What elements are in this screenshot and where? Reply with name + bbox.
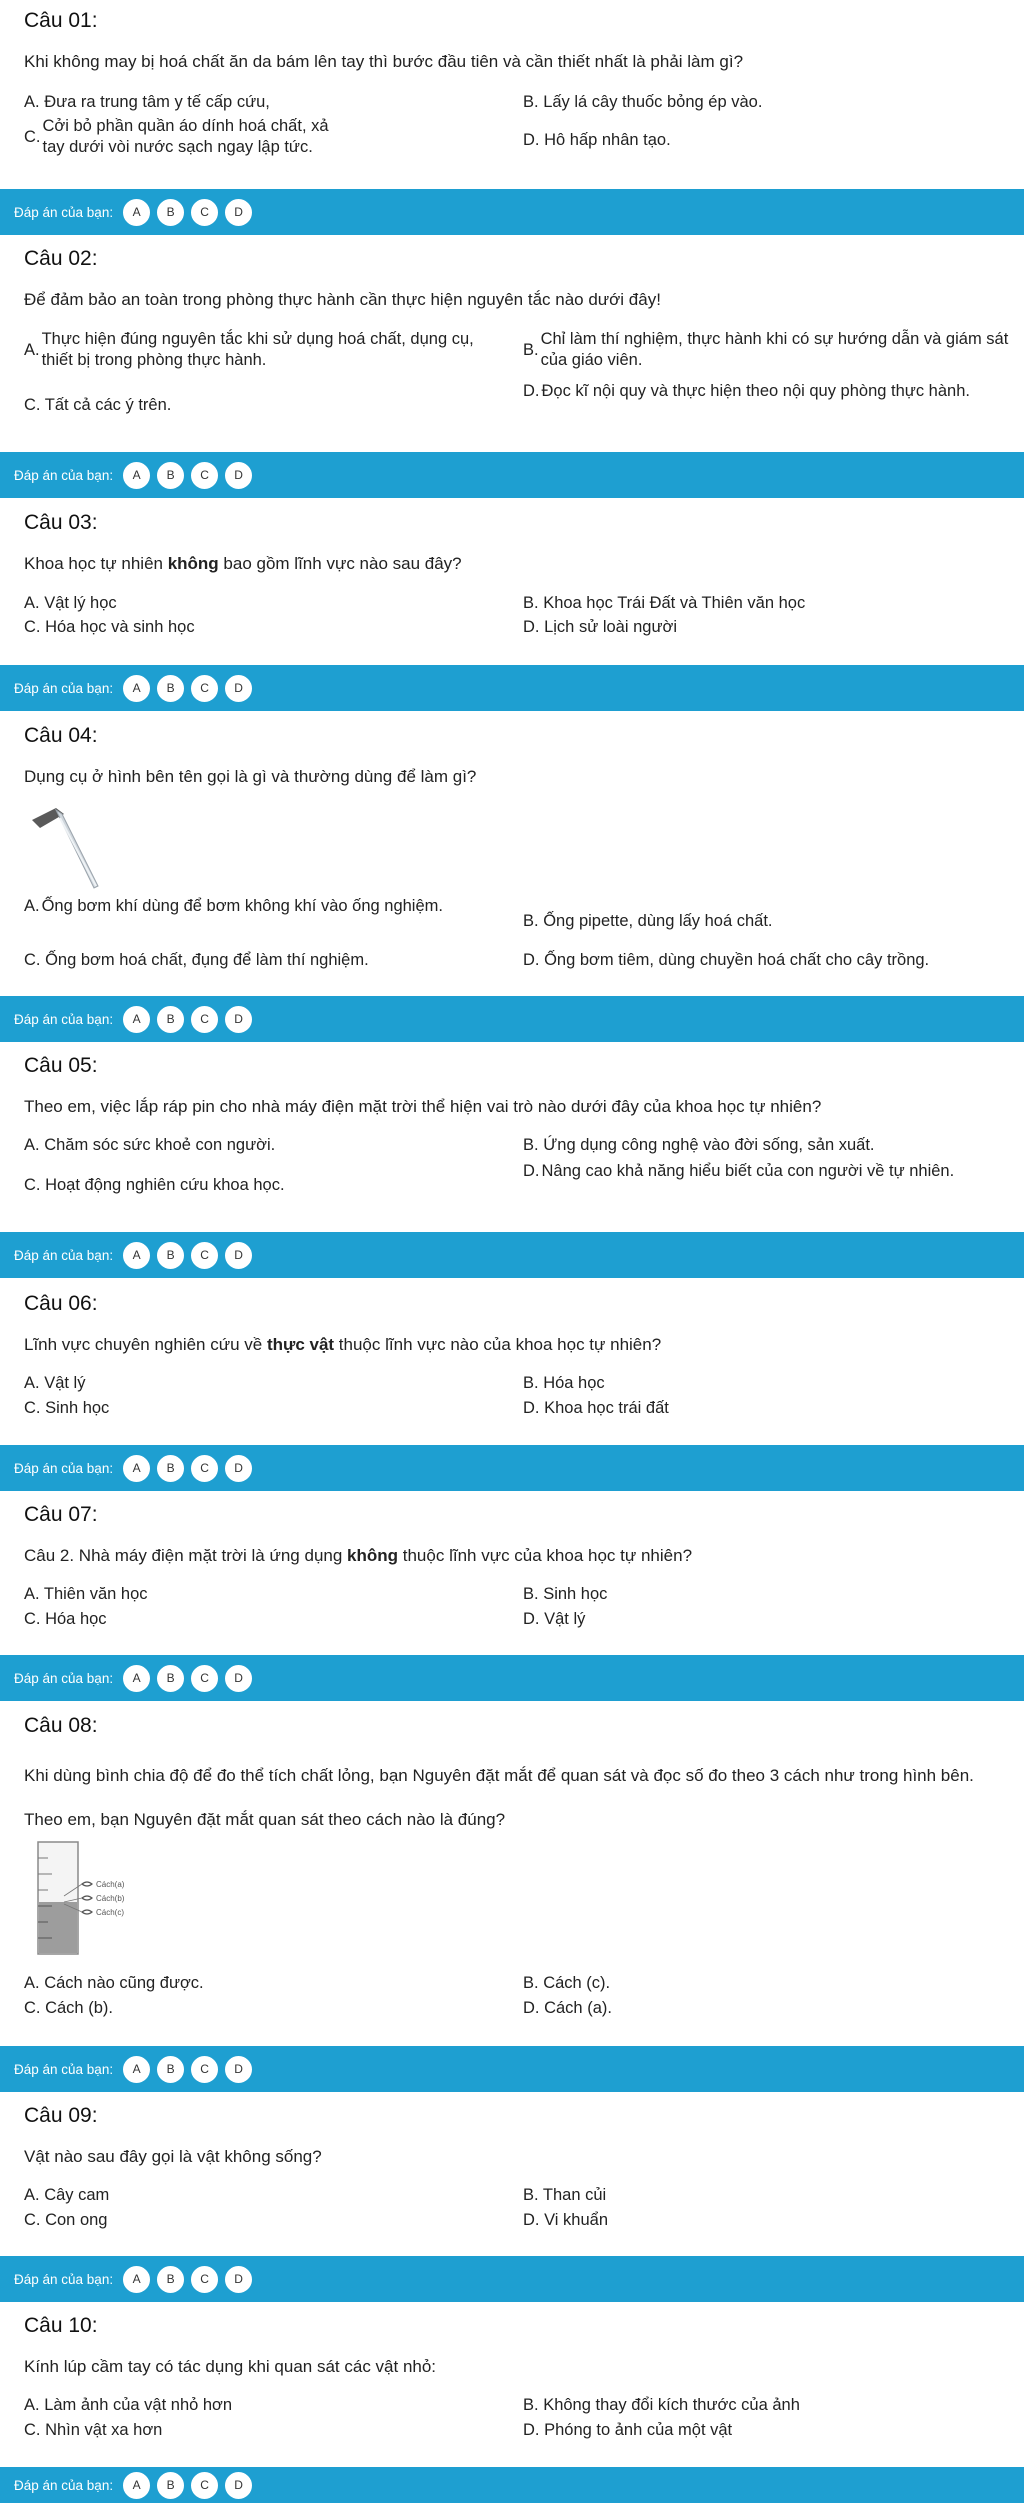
choice-b-button[interactable]: B — [157, 1665, 184, 1692]
answer-label: Đáp án của bạn: — [14, 1011, 114, 1027]
option-text: Cách (c). — [543, 1974, 611, 1992]
choice-d-button[interactable]: D — [225, 199, 252, 226]
option-text: Sinh học — [45, 1399, 110, 1417]
option-label: D. — [523, 1999, 540, 2017]
option-text: Không thay đổi kích thước của ảnh — [543, 2396, 800, 2414]
choice-a-button[interactable]: A — [123, 1455, 150, 1482]
figure-label-a: Cách(a) — [96, 1880, 125, 1889]
choice-d-button[interactable]: D — [225, 2472, 252, 2499]
text-part: Câu 2. Nhà máy điện mặt trời là ứng dụng — [24, 1546, 348, 1565]
option-text: Cởi bỏ phần quần áo dính hoá chất, xả tay dưới vòi nước sạch ngay lập tức. — [42, 117, 329, 156]
option-label: A. — [24, 1585, 40, 1603]
question-9-option-c[interactable] — [24, 2210, 107, 2231]
option-text: Cách (b). — [45, 1999, 113, 2017]
option-text: Nhìn vật xa hơn — [45, 2421, 163, 2439]
choice-a-button[interactable]: A — [123, 675, 150, 702]
text-part: bao gồm lĩnh vực nào sau đây? — [218, 554, 462, 573]
question-6-title: Câu 06: — [24, 1292, 98, 1315]
question-7-option-b[interactable] — [523, 1584, 607, 1605]
answer-bar-3 — [0, 665, 1024, 711]
option-label: D. — [523, 1162, 540, 1180]
option-label: A. — [24, 897, 40, 915]
option-text: Than củi — [542, 2186, 607, 2204]
choice-d-button[interactable]: D — [225, 675, 252, 702]
question-10-title: Câu 10: — [24, 2314, 98, 2337]
option-text: Phóng to ảnh của một vật — [544, 2421, 733, 2439]
question-4-option-b[interactable] — [523, 911, 773, 932]
question-5-option-a[interactable] — [24, 1135, 275, 1156]
text-emphasis: thực vật — [266, 1335, 335, 1354]
option-label: C. — [24, 2421, 41, 2439]
question-9-title: Câu 09: — [24, 2104, 98, 2127]
choice-b-button[interactable]: B — [157, 1242, 184, 1269]
option-text: Vật lý — [44, 1374, 86, 1392]
text-emphasis: không — [347, 1546, 399, 1565]
option-text: Cách nào cũng được. — [44, 1974, 204, 1992]
answer-label: Đáp án của bạn: — [14, 2271, 114, 2287]
option-label: A. — [24, 340, 40, 359]
option-label: A. — [24, 2186, 40, 2204]
figure-label-b: Cách(b) — [96, 1894, 125, 1903]
option-label: D. — [523, 2421, 540, 2439]
option-label: C. — [24, 1999, 41, 2017]
option-text: Hóa học — [543, 1374, 605, 1392]
question-7-text — [24, 1544, 1006, 1568]
answer-label: Đáp án của bạn: — [14, 2477, 114, 2493]
graduated-cylinder-image — [24, 1838, 144, 1958]
question-6-option-d[interactable] — [523, 1398, 669, 1419]
choice-d-button[interactable]: D — [225, 1006, 252, 1033]
question-6-text — [24, 1333, 1006, 1357]
option-text: Ứng dụng công nghệ vào đời sống, sản xuất. — [543, 1136, 875, 1154]
option-text: Làm ảnh của vật nhỏ hơn — [44, 2396, 233, 2414]
choice-a-button[interactable]: A — [123, 1006, 150, 1033]
option-label: C. — [24, 2211, 41, 2229]
choice-a-button[interactable]: A — [123, 199, 150, 226]
answer-bar-8 — [0, 2046, 1024, 2092]
question-6-option-c[interactable] — [24, 1398, 109, 1419]
text-part: thuộc lĩnh vực nào của khoa học tự nhiên? — [334, 1335, 662, 1354]
question-3-option-a[interactable] — [24, 593, 117, 614]
question-9-option-d[interactable] — [523, 2210, 608, 2231]
choice-d-button[interactable]: D — [225, 1242, 252, 1269]
question-10-option-a[interactable] — [24, 2395, 232, 2416]
question-8-option-b[interactable] — [523, 1973, 610, 1994]
choice-d-button[interactable]: D — [225, 2266, 252, 2293]
question-5-title: Câu 05: — [24, 1054, 98, 1077]
option-text: Ống bơm tiêm, dùng chuyền hoá chất cho cây trồng. — [544, 951, 930, 969]
answer-bar-2 — [0, 452, 1024, 498]
question-4-text: Dụng cụ ở hình bên tên gọi là gì và thường dùng để làm gì? — [24, 767, 477, 786]
question-10-option-c[interactable] — [24, 2420, 162, 2441]
option-text: Sinh học — [543, 1585, 608, 1603]
option-text: Cách (a). — [544, 1999, 612, 2017]
question-7-option-a[interactable] — [24, 1584, 148, 1605]
option-label: B. — [523, 340, 539, 359]
option-label: B. — [523, 594, 539, 612]
option-text: Ống pipette, dùng lấy hoá chất. — [543, 912, 773, 930]
option-label: D. — [523, 2211, 540, 2229]
question-8-text: Khi dùng bình chia độ để đo thể tích chất lỏng, bạn Nguyên đặt mắt để quan sát và đọc số đo theo 3 cách như trong hình bên. Theo em, bạn Nguyên đặt mắt quan sát theo cách nào là đúng? — [24, 1766, 974, 1829]
option-label: A. — [24, 1374, 40, 1392]
question-4-option-c[interactable] — [24, 950, 369, 971]
answer-bar-7 — [0, 1655, 1024, 1701]
question-1-option-c[interactable] — [24, 116, 494, 158]
option-label: A. — [24, 594, 40, 612]
option-label: D. — [523, 618, 540, 636]
option-text: Cây cam — [44, 2186, 110, 2204]
option-text: Khoa học Trái Đất và Thiên văn học — [543, 594, 806, 612]
option-label: D. — [523, 951, 540, 969]
question-8-title: Câu 08: — [24, 1714, 98, 1737]
text-part: Lĩnh vực chuyên nghiên cứu về — [24, 1335, 267, 1354]
option-text: Ống bơm hoá chất, đụng để làm thí nghiệm. — [45, 951, 369, 969]
question-2-title: Câu 02: — [24, 247, 98, 270]
question-5-option-c[interactable] — [24, 1175, 285, 1196]
option-label: D. — [523, 131, 540, 149]
option-text: Thực hiện đúng nguyên tắc khi sử dụng hoá chất, dụng cụ, thiết bị trong phòng thực hành. — [41, 330, 474, 369]
choice-c-button[interactable]: C — [191, 1665, 218, 1692]
question-1-title: Câu 01: — [24, 9, 98, 32]
option-text: Con ong — [45, 2211, 108, 2229]
answer-label: Đáp án của bạn: — [14, 204, 114, 220]
choice-c-button[interactable]: C — [191, 1242, 218, 1269]
choice-c-button[interactable]: C — [191, 199, 218, 226]
text-part: Khoa học tự nhiên — [24, 554, 168, 573]
answer-bar-4 — [0, 996, 1024, 1042]
option-text: Tất cả các ý trên. — [44, 396, 172, 414]
option-label: B. — [523, 1974, 539, 1992]
question-2-option-b[interactable] — [523, 329, 1013, 371]
option-text: Lịch sử loài người — [544, 618, 677, 636]
question-8-option-a[interactable] — [24, 1973, 204, 1994]
choice-a-button[interactable]: A — [123, 1242, 150, 1269]
question-5-text: Theo em, việc lắp ráp pin cho nhà máy điện mặt trời thể hiện vai trò nào dưới đây của khoa học tự nhiên? — [24, 1097, 822, 1116]
option-label: B. — [523, 1585, 539, 1603]
answer-label: Đáp án của bạn: — [14, 2061, 114, 2077]
option-label: C. — [24, 1176, 41, 1194]
option-text: Thiên văn học — [43, 1585, 148, 1603]
question-9-option-a[interactable] — [24, 2185, 109, 2206]
option-text: Chăm sóc sức khoẻ con người. — [44, 1136, 276, 1154]
option-text: Hóa học — [45, 1610, 107, 1628]
choice-b-button[interactable]: B — [157, 462, 184, 489]
option-label: C. — [24, 127, 41, 146]
option-text: Đọc kĩ nội quy và thực hiện theo nội quy phòng thực hành. — [541, 382, 970, 400]
option-text: Vi khuẩn — [544, 2211, 609, 2229]
option-text: Khoa học trái đất — [544, 1399, 669, 1417]
answer-label: Đáp án của bạn: — [14, 680, 114, 696]
choice-b-button[interactable]: B — [157, 2472, 184, 2499]
answer-label: Đáp án của bạn: — [14, 1247, 114, 1263]
answer-label: Đáp án của bạn: — [14, 1670, 114, 1686]
question-9-option-b[interactable] — [523, 2185, 606, 2206]
question-3-option-c[interactable] — [24, 617, 195, 638]
option-text: Lấy lá cây thuốc bỏng ép vào. — [543, 93, 763, 111]
question-2-option-c[interactable] — [24, 395, 171, 416]
option-label: B. — [523, 1374, 539, 1392]
choice-d-button[interactable]: D — [225, 1665, 252, 1692]
question-7-option-d[interactable] — [523, 1609, 585, 1630]
option-label: A. — [24, 1974, 40, 1992]
choice-c-button[interactable]: C — [191, 1006, 218, 1033]
choice-c-button[interactable]: C — [191, 675, 218, 702]
choice-c-button[interactable]: C — [191, 2266, 218, 2293]
answer-bar-5 — [0, 1232, 1024, 1278]
text-emphasis: không — [167, 554, 219, 573]
question-7-option-c[interactable] — [24, 1609, 107, 1630]
option-text: Ống bơm khí dùng để bơm không khí vào ống nghiệm. — [41, 897, 443, 915]
choice-c-button[interactable]: C — [191, 1455, 218, 1482]
answer-label: Đáp án của bạn: — [14, 467, 114, 483]
choice-b-button[interactable]: B — [157, 2266, 184, 2293]
option-label: B. — [523, 2186, 539, 2204]
question-4-option-a[interactable] — [24, 896, 494, 917]
question-7-title: Câu 07: — [24, 1503, 98, 1526]
option-text: Nâng cao khả năng hiểu biết của con người về tự nhiên. — [541, 1162, 955, 1180]
choice-a-button[interactable]: A — [123, 462, 150, 489]
option-text: Vật lý học — [44, 594, 117, 612]
option-label: B. — [523, 2396, 539, 2414]
question-10-option-b[interactable] — [523, 2395, 800, 2416]
choice-c-button[interactable]: C — [191, 2472, 218, 2499]
option-label: A. — [24, 2396, 40, 2414]
question-5-option-b[interactable] — [523, 1135, 875, 1156]
question-3-title: Câu 03: — [24, 511, 98, 534]
question-1-text: Khi không may bị hoá chất ăn da bám lên tay thì bước đầu tiên và cần thiết nhất là phải làm gì? — [24, 52, 744, 71]
question-3-option-b[interactable] — [523, 593, 805, 614]
text-part: thuộc lĩnh vực của khoa học tự nhiên? — [398, 1546, 693, 1565]
question-8-option-d[interactable] — [523, 1998, 612, 2019]
option-label: D. — [523, 1399, 540, 1417]
option-label: C. — [24, 396, 41, 414]
question-1-option-d[interactable] — [523, 130, 671, 151]
question-10-text: Kính lúp cầm tay có tác dụng khi quan sát các vật nhỏ: — [24, 2357, 437, 2376]
option-label: C. — [24, 618, 41, 636]
answer-bar-1 — [0, 189, 1024, 235]
option-text: Chỉ làm thí nghiệm, thực hành khi có sự hướng dẫn và giám sát của giáo viên. — [540, 330, 1009, 369]
choice-b-button[interactable]: B — [157, 675, 184, 702]
choice-a-button[interactable]: A — [123, 2266, 150, 2293]
choice-a-button[interactable]: A — [123, 2472, 150, 2499]
pipette-image — [26, 800, 114, 890]
choice-b-button[interactable]: B — [157, 2056, 184, 2083]
option-label: D. — [523, 382, 540, 400]
question-4-title: Câu 04: — [24, 724, 98, 747]
answer-bar-10 — [0, 2467, 1024, 2503]
option-label: D. — [523, 1610, 540, 1628]
option-label: A. — [24, 93, 40, 111]
question-6-option-a[interactable] — [24, 1373, 85, 1394]
question-3-text — [24, 552, 1006, 576]
question-2-text: Để đảm bảo an toàn trong phòng thực hành cần thực hiện nguyên tắc nào dưới đây! — [24, 290, 661, 309]
option-label: B. — [523, 912, 539, 930]
question-8-option-c[interactable] — [24, 1998, 113, 2019]
choice-d-button[interactable]: D — [225, 1455, 252, 1482]
option-label: B. — [523, 1136, 539, 1154]
question-9-text: Vật nào sau đây gọi là vật không sống? — [24, 2147, 322, 2166]
question-4-option-d[interactable] — [523, 950, 929, 971]
question-6-option-b[interactable] — [523, 1373, 605, 1394]
answer-bar-9 — [0, 2256, 1024, 2302]
choice-a-button[interactable]: A — [123, 1665, 150, 1692]
option-text: Hóa học và sinh học — [45, 618, 195, 636]
option-label: A. — [24, 1136, 40, 1154]
answer-label: Đáp án của bạn: — [14, 1460, 114, 1476]
option-text: Hoạt động nghiên cứu khoa học. — [45, 1176, 285, 1194]
question-2-option-d[interactable] — [523, 381, 1013, 402]
option-label: C. — [24, 1610, 41, 1628]
answer-bar-6 — [0, 1445, 1024, 1491]
question-1-option-b[interactable] — [523, 92, 762, 113]
choice-d-button[interactable]: D — [225, 462, 252, 489]
question-1-option-a[interactable] — [24, 92, 270, 113]
choice-c-button[interactable]: C — [191, 462, 218, 489]
choice-b-button[interactable]: B — [157, 1455, 184, 1482]
choice-c-button[interactable]: C — [191, 2056, 218, 2083]
question-5-option-d[interactable] — [523, 1161, 1013, 1182]
option-text: Đưa ra trung tâm y tế cấp cứu, — [44, 93, 270, 111]
choice-b-button[interactable]: B — [157, 1006, 184, 1033]
choice-d-button[interactable]: D — [225, 2056, 252, 2083]
question-10-option-d[interactable] — [523, 2420, 732, 2441]
option-label: C. — [24, 1399, 41, 1417]
question-3-option-d[interactable] — [523, 617, 677, 638]
option-label: C. — [24, 951, 41, 969]
choice-b-button[interactable]: B — [157, 199, 184, 226]
choice-a-button[interactable]: A — [123, 2056, 150, 2083]
option-label: B. — [523, 93, 539, 111]
question-2-option-a[interactable] — [24, 329, 494, 371]
figure-label-c: Cách(c) — [96, 1908, 125, 1917]
option-text: Vật lý — [544, 1610, 586, 1628]
option-text: Hô hấp nhân tạo. — [544, 131, 671, 149]
